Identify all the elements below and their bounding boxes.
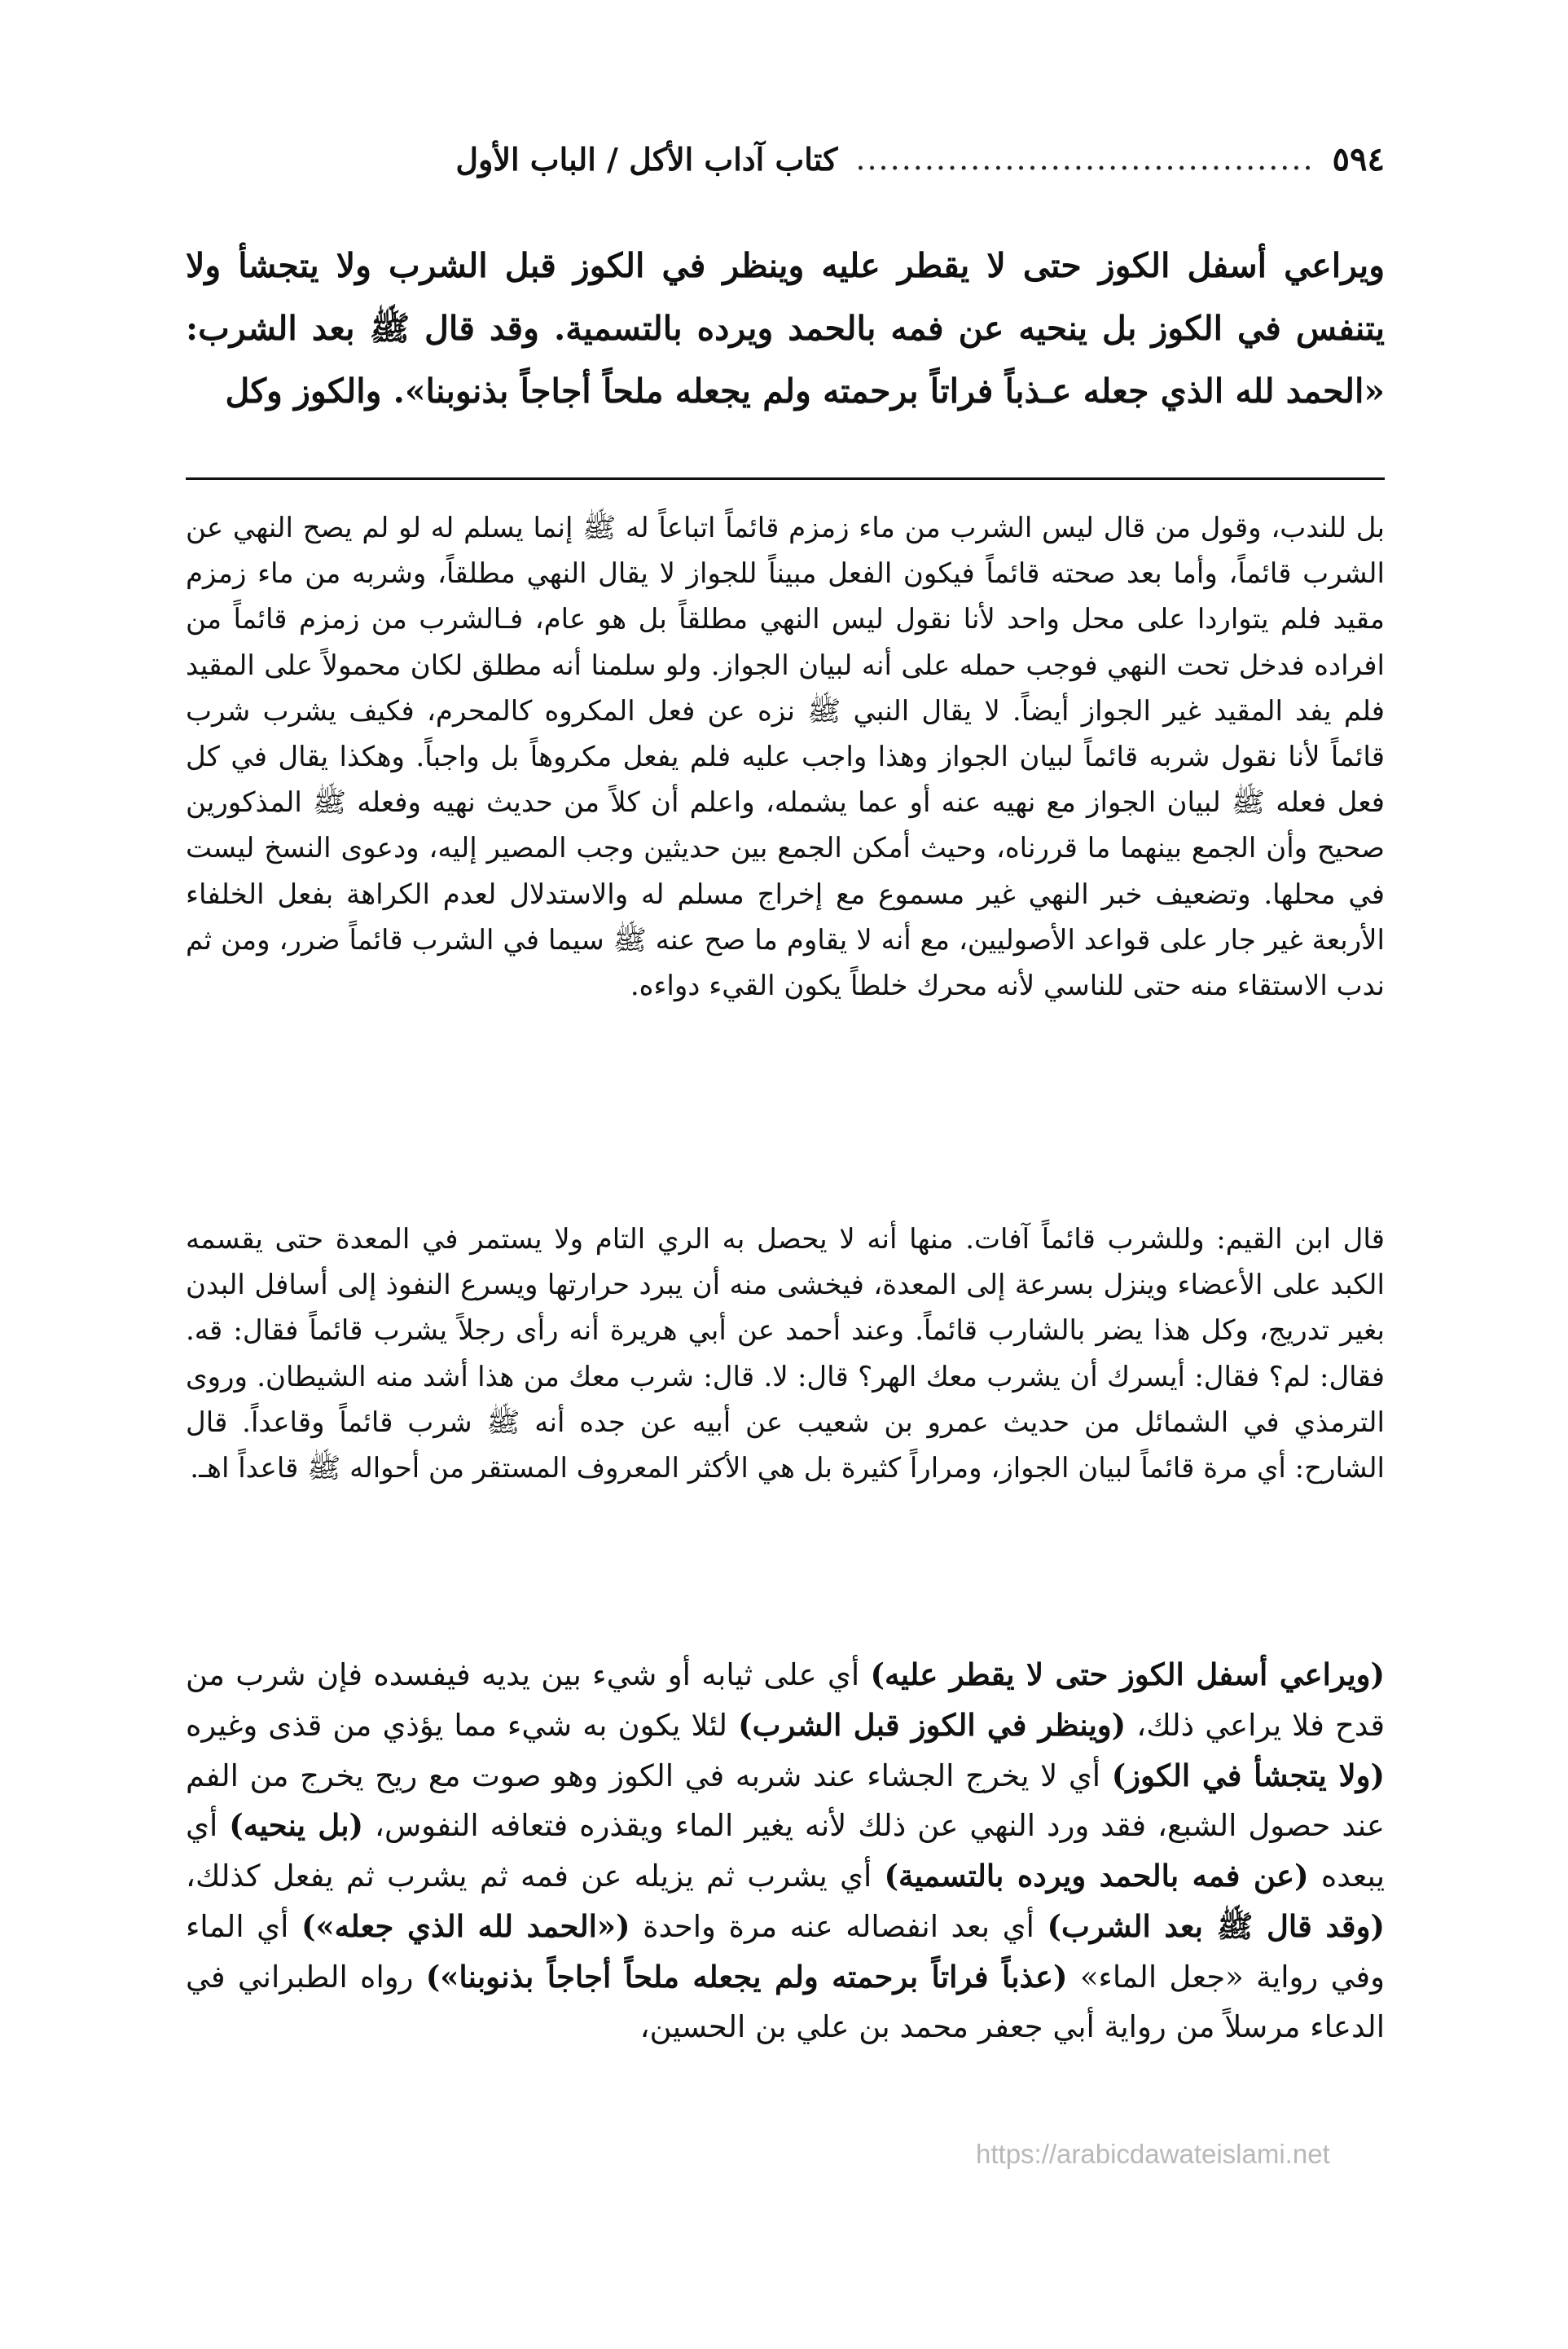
watermark-url: https://arabicdawateislami.net [976, 2139, 1330, 2169]
commentary-segment: (ولا يتجشأ في الكوز) [1111, 1757, 1386, 1793]
commentary-segment: أي بعد انفصاله عنه مرة واحدة [630, 1908, 1048, 1944]
commentary-paragraph [186, 1650, 1385, 2052]
leader-dots: ........................................ [855, 141, 1315, 177]
commentary-block [186, 1650, 1385, 2052]
commentary-segment: رواه الطبراني في الدعاء مرسلاً من رواية أبي جعفر محمد بن علي بن الحسين، [186, 1959, 1385, 2044]
commentary-segment: (عن فمه بالحمد ويرده بالتسمية) [884, 1858, 1309, 1894]
commentary-segment: (ويراعي أسفل الكوز حتى لا يقطر عليه) [870, 1656, 1385, 1692]
main-paragraph: ويراعي أسفل الكوز حتى لا يقطر عليه وينظر في الكوز قبل الشرب ولا يتجشأ ولا يتنفس في الكوز بل ينحيه عن فمه بالحمد ويرده بالتسمية. وقد قال ﷺ بعد الشرب: «الحمد لله الذي جعله عـذباً فراتاً برحمته ولم يجعله ملحاً أجاجاً بذنوبنا». والكوز وكل [186, 246, 1385, 411]
running-header [183, 134, 1385, 183]
footnote-block-1 [186, 505, 1385, 1009]
footnote-paragraph-1: بل للندب، وقول من قال ليس الشرب من ماء زمزم قائماً اتباعاً له ﷺ إنما يسلم له لو لم يصح النهي عن الشرب قائماً، وأما بعد صحته قائماً فيكون الفعل مبيناً للجواز لا يقال النهي مطلقاً، وشربه من ماء زمزم مقيد فلم يتواردا على محل واحد لأنا نقول ليس النهي مطلقاً بل هو عام، فـالشرب من زمزم قائماً من افراده فدخل تحت النهي فوجب حمله على أنه لبيان الجواز. ولو سلمنا أنه مطلق لكان محمولاً على المقيد فلم يفد المقيد غير الجواز أيضاً. لا يقال النبي ﷺ نزه عن فعل المكروه كالمحرم، فكيف يشرب شرب قائماً لأنا نقول شربه قائماً لبيان الجواز وهذا واجب عليه فلم يفعل مكروهاً بل واجباً. وهكذا يقال في كل فعل فعله ﷺ لبيان الجواز مع نهيه عنه أو عما يشمله، واعلم أن كلاً من حديث نهيه وفعله ﷺ المذكورين صحيح وأن الجمع بينهما ما قررناه، وحيث أمكن الجمع بين حديثين وجب المصير إليه، ودعوى النسخ ليست في محلها. وتضعيف خبر النهي غير مسموع مع إخراج مسلم له والاستدلال لعدم الكراهة بفعل الخلفاء الأربعة غير جار على قواعد الأصوليين، مع أنه لا يقاوم ما صح عنه ﷺ سيما في الشرب قائماً ضرر، ومن ثم ندب الاستقاء منه حتى للناسي لأنه محرك خلطاً يكون القيء دواءه. [186, 512, 1385, 1003]
commentary-segment: (عذباً فراتاً برحمته ولم يجعله ملحاً أجاجاً بذنوبنا») [425, 1958, 1068, 1995]
commentary-segment: («الحمد لله الذي جعله») [301, 1907, 630, 1944]
commentary-segment: (وقد قال ﷺ بعد الشرب) [1047, 1907, 1385, 1944]
commentary-segment: أي الماء وفي رواية «جعل الماء» [186, 1908, 1385, 1995]
commentary-segment: أي يشرب ثم يزيله عن فمه ثم يشرب ثم يفعل كذلك، [186, 1859, 885, 1894]
footnote-divider [186, 477, 1385, 480]
footnote-block-2 [186, 1216, 1385, 1491]
commentary-segment: (بل ينحيه) [229, 1807, 364, 1844]
page-number: ٥٩٤ [1332, 139, 1385, 178]
commentary-segment: لئلا يكون به شيء مما يؤذي من قذى وغيره [186, 1707, 739, 1743]
commentary-segment: أي لا يخرج الجشاء عند شربه في الكوز وهو صوت مع ريح يخرج من الفم عند حصول الشبع، فقد ورد النهي عن ذلك لأنه يغير الماء ويقذره فتعافه النفوس، [186, 1757, 1385, 1844]
commentary-segment: أي على ثيابه أو شيء بين يديه فيفسده فإن شرب من قدح فلا يراعي ذلك، [186, 1657, 1386, 1743]
commentary-segment: (وينظر في الكوز قبل الشرب) [738, 1706, 1127, 1743]
footnote-paragraph-2: قال ابن القيم: وللشرب قائماً آفات. منها أنه لا يحصل به الري التام ولا يستمر في المعدة حتى يقسمه الكبد على الأعضاء وينزل بسرعة إلى المعدة، فيخشى منه أن يبرد حرارتها ويسرع النفوذ إلى أسافل البدن بغير تدريج، وكل هذا يضر بالشارب قائماً. وعند أحمد عن أبي هريرة أنه رأى رجلاً يشرب قائماً فقال: قه. فقال: لم؟ فقال: أيسرك أن يشرب معك الهر؟ قال: لا. قال: شرب معك من هذا أشد منه الشيطان. وروى الترمذي في الشمائل من حديث عمرو بن شعيب عن أبيه عن جده أنه ﷺ شرب قائماً وقاعداً. قال الشارح: أي مرة قائماً لبيان الجواز، ومراراً كثيرة بل هي الأكثر المعروف المستقر من أحواله ﷺ قاعداً اهـ. [186, 1223, 1385, 1485]
commentary-segment: أي يبعده [186, 1808, 1385, 1894]
main-text [186, 235, 1385, 423]
chapter-title: كتاب آداب الأكل / الباب الأول [455, 140, 838, 178]
